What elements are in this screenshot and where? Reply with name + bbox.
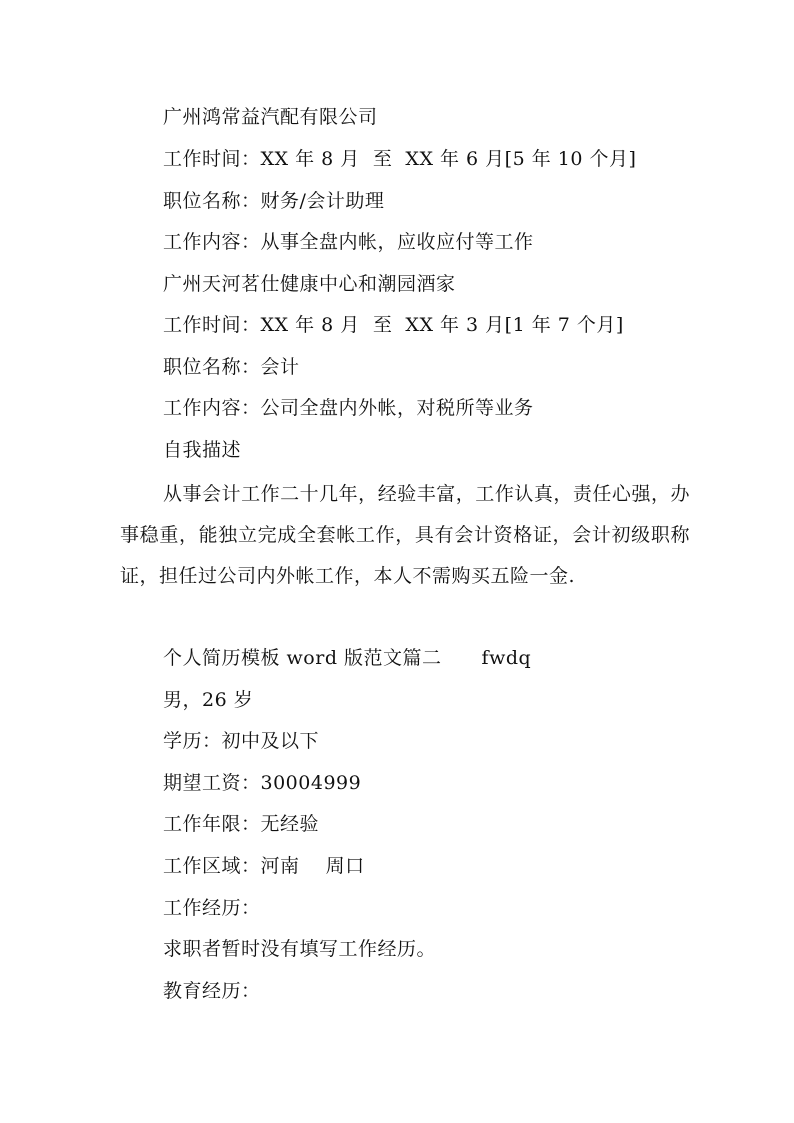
expected-salary: 期望工资：30004999 (163, 772, 362, 794)
job1-time: 工作时间：XX 年 8 月 至 XX 年 6 月[5 年 10 个月] (163, 148, 637, 170)
work-region: 工作区域：河南 周口 (163, 855, 365, 877)
job2-time: 工作时间：XX 年 8 月 至 XX 年 3 月[1 年 7 个月] (163, 314, 624, 336)
job1-content: 工作内容：从事全盘内帐，应收应付等工作 (163, 231, 534, 253)
self-description-text: 从事会计工作二十几年，经验丰富，工作认真，责任心强，办事稳重，能独立完成全套帐工作，具有会计资格证，会计初级职称证，担任过公司内外帐工作，本人不需购买五险一金. (120, 483, 690, 587)
resume2-title-suffix: fwdq (481, 647, 532, 669)
job1-company: 广州鸿常益汽配有限公司 (163, 106, 378, 128)
work-experience-text: 求职者暂时没有填写工作经历。 (163, 938, 437, 960)
work-years: 工作年限：无经验 (163, 813, 320, 835)
job1-position: 职位名称：财务/会计助理 (163, 190, 385, 212)
resume2-title-line (163, 646, 531, 670)
education-level: 学历：初中及以下 (163, 730, 320, 752)
job2-position: 职位名称：会计 (163, 356, 300, 378)
job2-content: 工作内容：公司全盘内外帐，对税所等业务 (163, 397, 534, 419)
work-experience-label: 工作经历： (163, 897, 261, 919)
self-description-paragraph (120, 474, 690, 597)
self-description-heading: 自我描述 (163, 439, 242, 461)
gender-age: 男，26 岁 (163, 689, 254, 711)
job2-company: 广州天河茗仕健康中心和潮园酒家 (163, 273, 456, 295)
education-history-label: 教育经历： (163, 980, 261, 1002)
resume2-title: 个人简历模板 word 版范文篇二 (163, 647, 442, 669)
